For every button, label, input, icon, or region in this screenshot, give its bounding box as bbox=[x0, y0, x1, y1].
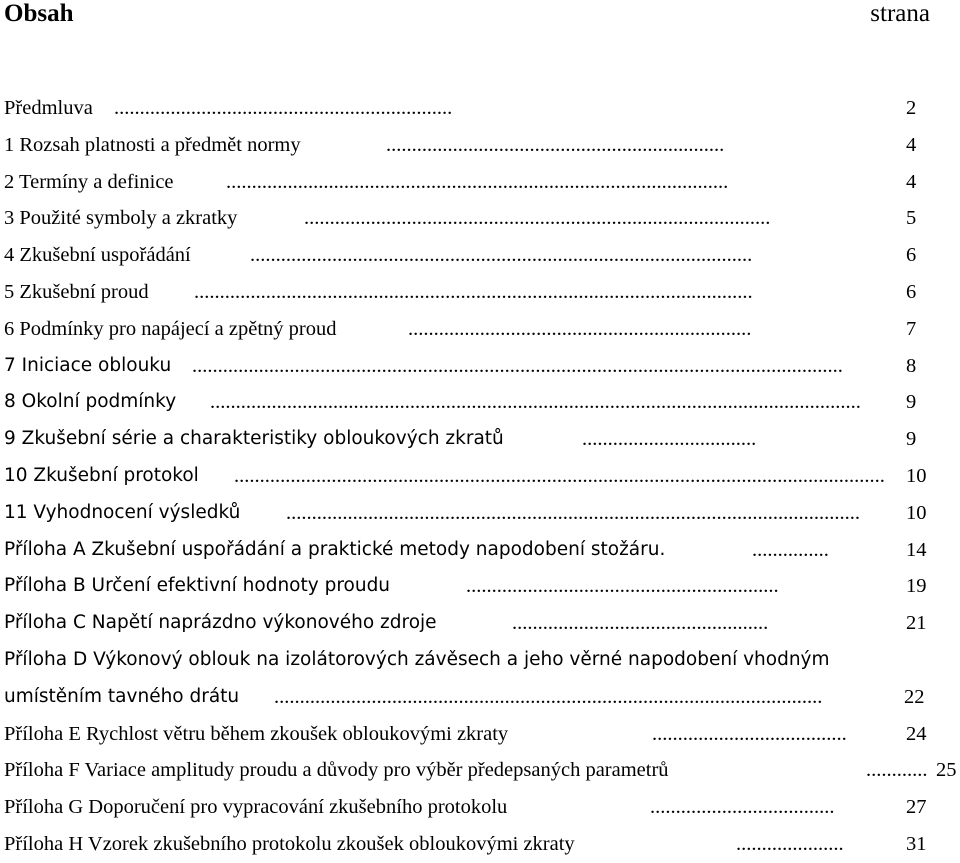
toc-entry-label: Příloha E Rychlost větru během zkoušek obloukovými zkraty bbox=[4, 722, 509, 745]
toc-page-number: 14 bbox=[906, 538, 927, 561]
toc-entry-label: 3 Použité symboly a zkratky bbox=[4, 207, 238, 230]
toc-page-number: 10 bbox=[906, 464, 927, 487]
toc-entry-label: Příloha C Napětí naprázdno výkonového zdroje bbox=[4, 612, 437, 634]
toc-page-number: 9 bbox=[906, 428, 917, 451]
toc-page-number: 5 bbox=[906, 207, 917, 230]
dot-leader: .................................................................. bbox=[114, 97, 453, 119]
dot-leader: .................................................. bbox=[512, 612, 769, 635]
dot-leader: ............ bbox=[866, 759, 928, 782]
toc-entry-label: Příloha A Zkušební uspořádání a praktické metody napodobení stožáru. bbox=[4, 538, 666, 560]
dot-leader: .................................................................. bbox=[386, 133, 725, 156]
toc-entry-label: 2 Termíny a definice bbox=[4, 170, 174, 193]
toc-row[interactable] bbox=[4, 164, 956, 201]
toc-page-number: 19 bbox=[906, 575, 927, 598]
toc-row[interactable] bbox=[4, 384, 956, 421]
toc-entry-label: Příloha G Doporučení pro vypracování zkušebního protokolu bbox=[4, 796, 508, 819]
dot-leader: .................................................................................................. bbox=[226, 170, 729, 193]
toc-row[interactable] bbox=[4, 532, 956, 569]
toc-page-number: 24 bbox=[906, 722, 927, 745]
toc-page-number: 6 bbox=[906, 280, 917, 303]
toc-row[interactable] bbox=[4, 274, 956, 311]
page-title: Obsah bbox=[4, 0, 74, 27]
toc-entry-label: umístěním tavného drátu bbox=[4, 685, 240, 707]
toc-entry-label: 9 Zkušební série a charakteristiky obloukových zkratů bbox=[4, 428, 504, 450]
toc-row[interactable] bbox=[4, 237, 956, 274]
dot-leader: ............................................................................................................................... bbox=[210, 391, 861, 414]
toc-row[interactable] bbox=[4, 752, 956, 789]
toc-page-number: 31 bbox=[906, 832, 927, 855]
toc-page-number: 2 bbox=[906, 97, 917, 119]
toc-entry-label: 4 Zkušební uspořádání bbox=[4, 244, 191, 267]
dot-leader: ............................................................................................................. bbox=[194, 280, 753, 303]
dot-leader: ................................................................... bbox=[408, 317, 752, 340]
toc-row[interactable] bbox=[4, 127, 956, 164]
toc-page-number: 7 bbox=[906, 317, 917, 340]
toc-entry-label: Příloha B Určení efektivní hodnoty proudu bbox=[4, 575, 391, 597]
toc-page-number: 4 bbox=[906, 170, 917, 193]
toc-page-number: 25 bbox=[936, 759, 957, 782]
dot-leader: ...................................... bbox=[652, 722, 847, 745]
dot-leader: ........................................................................................................... bbox=[274, 685, 823, 708]
toc-row[interactable] bbox=[4, 421, 956, 458]
dot-leader: .................................................................................................. bbox=[250, 244, 753, 267]
dot-leader: ..................... bbox=[736, 832, 844, 855]
toc-page-number: 4 bbox=[906, 133, 917, 156]
toc-entry-label: Předmluva bbox=[4, 97, 93, 119]
dot-leader: ............................................................................................................................... bbox=[192, 354, 843, 377]
toc-page-number: 27 bbox=[906, 796, 927, 819]
toc-page-number: 6 bbox=[906, 244, 917, 267]
toc-entry-label: 1 Rozsah platnosti a předmět normy bbox=[4, 133, 301, 156]
dot-leader: ............................................................................................................................... bbox=[234, 464, 885, 487]
dot-leader: .................................. bbox=[582, 428, 757, 451]
page-column-label: strana bbox=[870, 0, 930, 27]
toc-page-number: 9 bbox=[906, 391, 917, 414]
toc-entry-label: Příloha H Vzorek zkušebního protokolu zkoušek obloukovými zkraty bbox=[4, 832, 575, 855]
toc-entry-label: Příloha F Variace amplitudy proudu a důvody pro výběr předepsaných parametrů bbox=[4, 759, 669, 782]
toc-row[interactable] bbox=[4, 826, 956, 863]
dot-leader: ........................................................................................... bbox=[304, 207, 771, 230]
toc-entry-label: 8 Okolní podmínky bbox=[4, 391, 177, 413]
toc-row[interactable] bbox=[4, 679, 956, 716]
dot-leader: ................................................................................................................ bbox=[286, 501, 860, 524]
toc-row[interactable] bbox=[4, 200, 956, 237]
toc-row[interactable] bbox=[4, 789, 956, 826]
toc-row[interactable] bbox=[4, 90, 956, 127]
toc-entry-label: 5 Zkušební proud bbox=[4, 280, 149, 303]
toc-row[interactable] bbox=[4, 568, 956, 605]
toc-entry-label: 6 Podmínky pro napájecí a zpětný proud bbox=[4, 317, 337, 340]
table-of-contents bbox=[4, 90, 956, 863]
toc-page-number: 8 bbox=[906, 354, 917, 377]
toc-page-number: 21 bbox=[906, 612, 927, 635]
toc-row[interactable] bbox=[4, 495, 956, 532]
toc-page-number: 10 bbox=[906, 501, 927, 524]
toc-entry-label: 11 Vyhodnocení výsledků bbox=[4, 501, 241, 523]
dot-leader: ............................................................. bbox=[466, 575, 779, 598]
toc-entry-label: 10 Zkušební protokol bbox=[4, 464, 199, 486]
toc-row[interactable] bbox=[4, 642, 956, 679]
toc-page-number: 22 bbox=[904, 685, 925, 708]
toc-entry-label: Příloha D Výkonový oblouk na izolátorových závěsech a jeho věrné napodobení vhodným bbox=[4, 648, 830, 670]
toc-row[interactable] bbox=[4, 348, 956, 385]
toc-row[interactable] bbox=[4, 311, 956, 348]
toc-row[interactable] bbox=[4, 605, 956, 642]
dot-leader: .................................... bbox=[650, 796, 835, 819]
dot-leader: ............... bbox=[752, 538, 829, 561]
toc-entry-label: 7 Iniciace oblouku bbox=[4, 354, 172, 376]
toc-row[interactable] bbox=[4, 716, 956, 753]
toc-row[interactable] bbox=[4, 458, 956, 495]
